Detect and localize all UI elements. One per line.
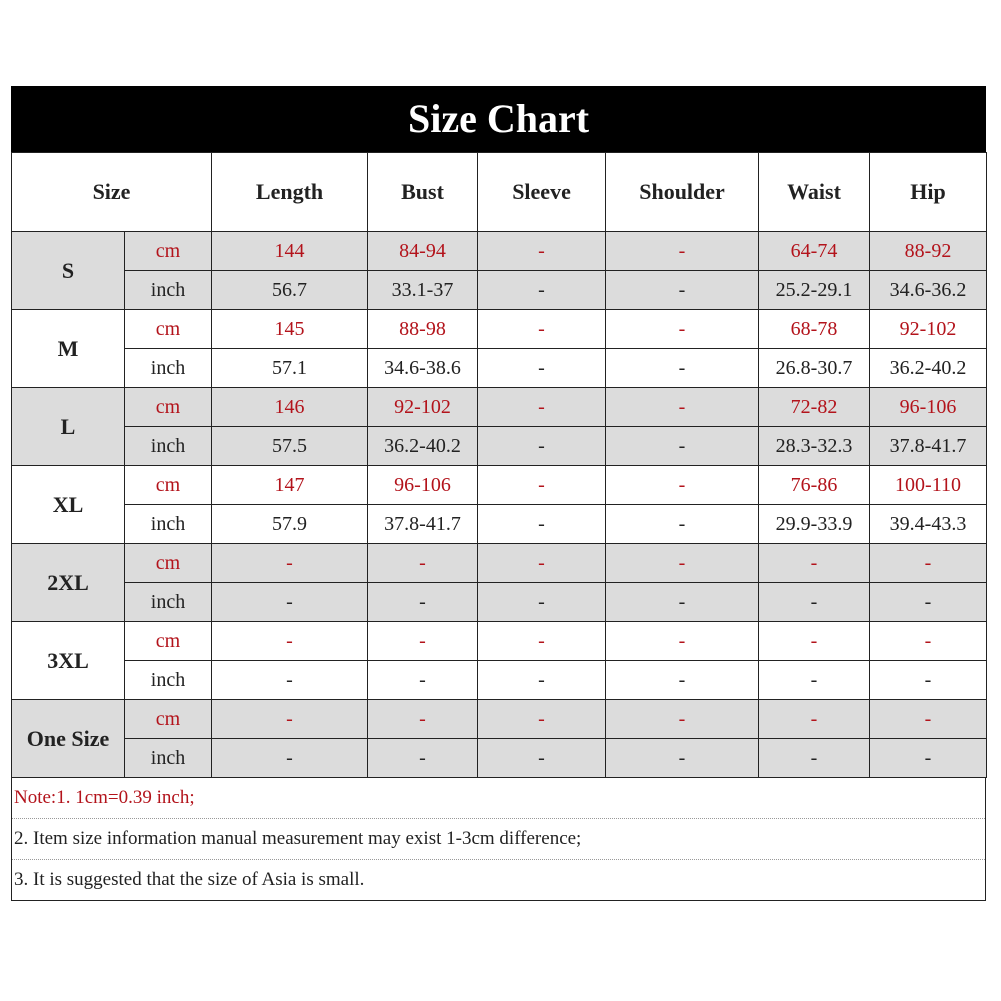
header-length: Length <box>212 153 368 232</box>
measurement-cell: 92-102 <box>368 388 478 427</box>
measurement-cell: - <box>212 622 368 661</box>
measurement-cell: - <box>759 739 870 778</box>
unit-label: cm <box>125 388 212 427</box>
measurement-cell: - <box>870 544 987 583</box>
table-row <box>12 271 987 310</box>
measurement-cell: 25.2-29.1 <box>759 271 870 310</box>
measurement-cell: - <box>478 388 606 427</box>
measurement-cell: 57.5 <box>212 427 368 466</box>
measurement-cell: 144 <box>212 232 368 271</box>
measurement-cell: - <box>368 583 478 622</box>
measurement-cell: - <box>478 466 606 505</box>
measurement-cell: 68-78 <box>759 310 870 349</box>
note-1: Note:1. 1cm=0.39 inch; <box>14 787 195 808</box>
measurement-cell: 96-106 <box>870 388 987 427</box>
measurement-cell: - <box>368 700 478 739</box>
size-label: 3XL <box>12 622 125 700</box>
measurement-cell: - <box>478 232 606 271</box>
measurement-cell: 57.1 <box>212 349 368 388</box>
measurement-cell: 37.8-41.7 <box>368 505 478 544</box>
measurement-cell: - <box>606 661 759 700</box>
header-hip: Hip <box>870 153 987 232</box>
size-label: M <box>12 310 125 388</box>
measurement-cell: - <box>606 583 759 622</box>
table-row <box>12 661 987 700</box>
size-chart <box>11 86 986 901</box>
measurement-cell: - <box>212 739 368 778</box>
table-row <box>12 349 987 388</box>
measurement-cell: 36.2-40.2 <box>368 427 478 466</box>
measurement-cell: 37.8-41.7 <box>870 427 987 466</box>
measurement-cell: 26.8-30.7 <box>759 349 870 388</box>
unit-label: inch <box>125 349 212 388</box>
measurement-cell: - <box>759 583 870 622</box>
measurement-cell: - <box>759 700 870 739</box>
unit-label: inch <box>125 505 212 544</box>
header-row <box>12 153 987 232</box>
chart-title: Size Chart <box>11 86 986 152</box>
measurement-cell: - <box>606 271 759 310</box>
measurement-cell: 57.9 <box>212 505 368 544</box>
unit-label: inch <box>125 427 212 466</box>
table-row <box>12 622 987 661</box>
measurement-cell: 145 <box>212 310 368 349</box>
measurement-cell: - <box>606 232 759 271</box>
measurement-cell: - <box>212 544 368 583</box>
measurement-cell: 88-98 <box>368 310 478 349</box>
table-row <box>12 388 987 427</box>
measurement-cell: 84-94 <box>368 232 478 271</box>
measurement-cell: - <box>478 622 606 661</box>
measurement-cell: - <box>606 349 759 388</box>
measurement-cell: - <box>759 661 870 700</box>
unit-label: inch <box>125 271 212 310</box>
measurement-cell: - <box>606 310 759 349</box>
measurement-cell: - <box>606 544 759 583</box>
measurement-cell: 76-86 <box>759 466 870 505</box>
measurement-cell: 146 <box>212 388 368 427</box>
measurement-cell: - <box>759 544 870 583</box>
measurement-cell: - <box>870 700 987 739</box>
measurement-cell: - <box>212 583 368 622</box>
measurement-cell: 64-74 <box>759 232 870 271</box>
notes <box>11 778 986 901</box>
measurement-cell: 34.6-38.6 <box>368 349 478 388</box>
measurement-cell: - <box>368 739 478 778</box>
unit-label: inch <box>125 583 212 622</box>
measurement-cell: 100-110 <box>870 466 987 505</box>
measurement-cell: - <box>606 388 759 427</box>
header-bust: Bust <box>368 153 478 232</box>
measurement-cell: - <box>478 271 606 310</box>
measurement-cell: 88-92 <box>870 232 987 271</box>
table-row <box>12 310 987 349</box>
measurement-cell: - <box>478 739 606 778</box>
table-row <box>12 232 987 271</box>
measurement-cell: - <box>368 544 478 583</box>
header-size: Size <box>12 153 212 232</box>
measurement-cell: - <box>368 661 478 700</box>
measurement-cell: - <box>870 583 987 622</box>
size-label: S <box>12 232 125 310</box>
table-row <box>12 544 987 583</box>
measurement-cell: 29.9-33.9 <box>759 505 870 544</box>
size-label: One Size <box>12 700 125 778</box>
measurement-cell: - <box>478 583 606 622</box>
header-shoulder: Shoulder <box>606 153 759 232</box>
size-label: 2XL <box>12 544 125 622</box>
measurement-cell: 28.3-32.3 <box>759 427 870 466</box>
header-sleeve: Sleeve <box>478 153 606 232</box>
unit-label: cm <box>125 232 212 271</box>
measurement-cell: - <box>478 310 606 349</box>
measurement-cell: - <box>478 349 606 388</box>
unit-label: cm <box>125 466 212 505</box>
measurement-cell: - <box>606 505 759 544</box>
measurement-cell: 39.4-43.3 <box>870 505 987 544</box>
measurement-cell: - <box>212 700 368 739</box>
unit-label: inch <box>125 739 212 778</box>
unit-label: cm <box>125 310 212 349</box>
measurement-cell: - <box>478 700 606 739</box>
unit-label: cm <box>125 622 212 661</box>
measurement-cell: - <box>870 739 987 778</box>
measurement-cell: - <box>478 505 606 544</box>
measurement-cell: - <box>606 466 759 505</box>
table-row <box>12 466 987 505</box>
measurement-cell: 36.2-40.2 <box>870 349 987 388</box>
table-row <box>12 583 987 622</box>
table-row <box>12 505 987 544</box>
note-2: 2. Item size information manual measurement may exist 1-3cm difference; <box>12 818 985 859</box>
measurement-cell: 34.6-36.2 <box>870 271 987 310</box>
measurement-cell: - <box>606 622 759 661</box>
measurement-cell: - <box>478 544 606 583</box>
size-table <box>11 152 987 778</box>
measurement-cell: - <box>870 622 987 661</box>
measurement-cell: - <box>478 427 606 466</box>
table-row <box>12 739 987 778</box>
measurement-cell: - <box>478 661 606 700</box>
measurement-cell: 72-82 <box>759 388 870 427</box>
size-label: L <box>12 388 125 466</box>
measurement-cell: 56.7 <box>212 271 368 310</box>
measurement-cell: - <box>606 427 759 466</box>
unit-label: cm <box>125 700 212 739</box>
measurement-cell: 147 <box>212 466 368 505</box>
measurement-cell: - <box>606 739 759 778</box>
size-label: XL <box>12 466 125 544</box>
measurement-cell: - <box>759 622 870 661</box>
measurement-cell: - <box>368 622 478 661</box>
measurement-cell: - <box>212 661 368 700</box>
table-row <box>12 700 987 739</box>
note-3: 3. It is suggested that the size of Asia is small. <box>12 859 985 900</box>
unit-label: cm <box>125 544 212 583</box>
measurement-cell: - <box>606 700 759 739</box>
unit-label: inch <box>125 661 212 700</box>
measurement-cell: 92-102 <box>870 310 987 349</box>
measurement-cell: 96-106 <box>368 466 478 505</box>
table-row <box>12 427 987 466</box>
header-waist: Waist <box>759 153 870 232</box>
measurement-cell: - <box>870 661 987 700</box>
measurement-cell: 33.1-37 <box>368 271 478 310</box>
